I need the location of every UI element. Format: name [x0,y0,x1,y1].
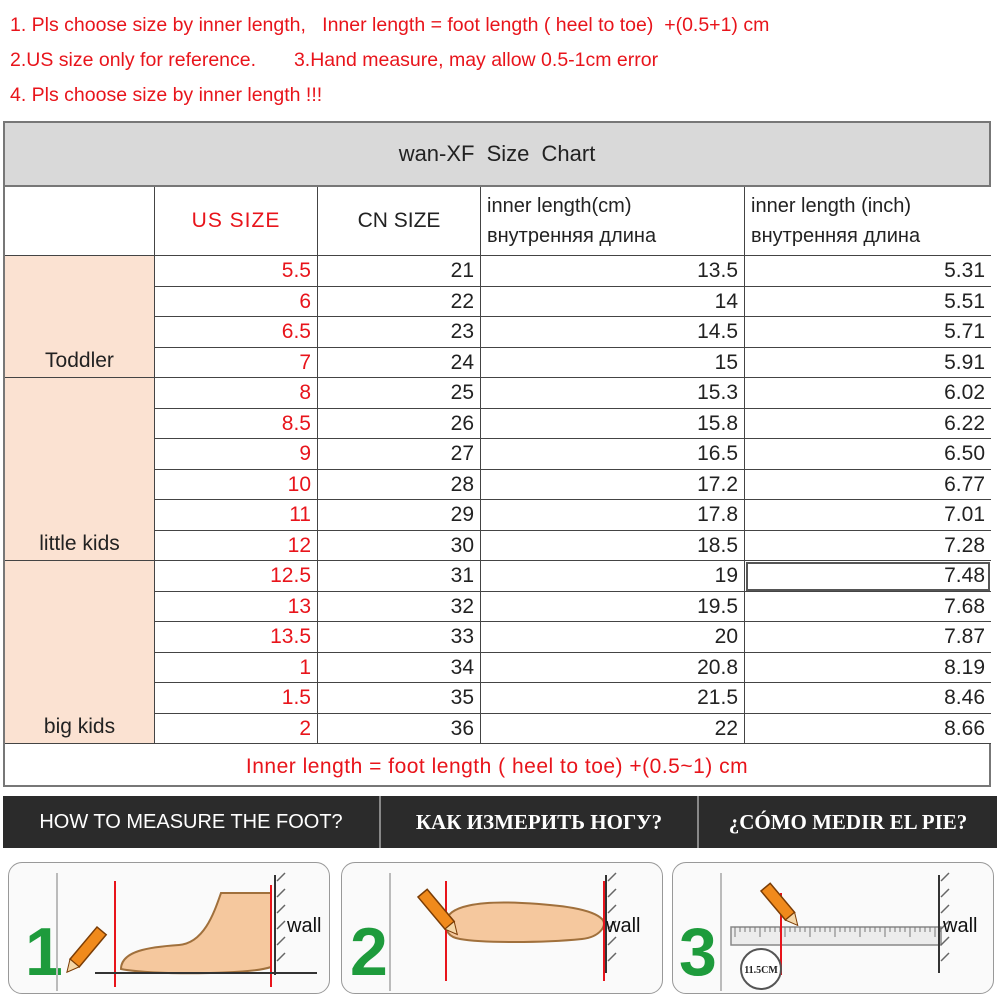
us-size-cell: 1.5 [155,683,318,714]
us-size-cell: 8 [155,378,318,409]
ruler-measure-label: 11.5CM [744,965,778,976]
cn-size-cell: 22 [318,287,481,318]
cn-size-cell: 30 [318,531,481,562]
cn-size-cell: 25 [318,378,481,409]
group-label-cell: big kids [5,561,155,744]
cn-size-cell: 24 [318,348,481,379]
inner-length-cm-cell: 15.8 [481,409,745,440]
inner-length-cm-cell: 18.5 [481,531,745,562]
us-size-cell: 13 [155,592,318,623]
inner-length-inch-cell: 6.50 [745,439,991,470]
inner-length-cm-cell: 19.5 [481,592,745,623]
step-3-wall-label: wall [943,915,978,937]
cn-size-cell: 23 [318,317,481,348]
us-size-cell: 13.5 [155,622,318,653]
inner-length-inch-cell: 7.68 [745,592,991,623]
inch-header-line-1: inner length (inch) [751,195,912,217]
how-to-measure-banner [3,796,997,848]
inner-length-inch-cell: 7.48 [745,561,991,592]
group-label-cell: little kids [5,378,155,561]
measure-step-1-panel [8,862,330,994]
pencil-icon [62,927,106,976]
step-2-wall-label: wall [606,915,641,937]
note-line-2: 2.US size only for reference. 3.Hand measure, may allow 0.5-1cm error [10,49,659,71]
banner-spanish: ¿CÓMO MEDIR EL PIE? [728,809,968,834]
cn-size-header: CN SIZE [318,187,481,256]
inner-length-inch-header [745,187,991,256]
inner-length-inch-cell: 6.77 [745,470,991,501]
inner-length-inch-cell: 5.31 [745,256,991,287]
inner-length-inch-cell: 7.28 [745,531,991,562]
us-size-cell: 5.5 [155,256,318,287]
cn-size-cell: 21 [318,256,481,287]
us-size-cell: 9 [155,439,318,470]
inner-length-cm-cell: 17.8 [481,500,745,531]
cn-size-cell: 33 [318,622,481,653]
inner-length-cm-cell: 22 [481,714,745,745]
size-chart-table [3,121,991,787]
cn-size-cell: 28 [318,470,481,501]
inner-length-inch-cell: 8.19 [745,653,991,684]
us-size-cell: 8.5 [155,409,318,440]
banner-russian: КАК ИЗМЕРИТЬ НОГУ? [381,796,699,848]
size-chart-title: wan-XF Size Chart [5,123,989,187]
us-size-cell: 7 [155,348,318,379]
inner-length-cm-cell: 13.5 [481,256,745,287]
us-size-cell: 11 [155,500,318,531]
inner-length-inch-cell: 8.66 [745,714,991,745]
inner-length-inch-cell: 7.01 [745,500,991,531]
cn-size-cell: 32 [318,592,481,623]
cn-size-cell: 36 [318,714,481,745]
cn-size-cell: 29 [318,500,481,531]
us-size-cell: 1 [155,653,318,684]
us-size-cell: 6.5 [155,317,318,348]
step-3-number: 3 [679,914,717,990]
header-blank-cell [5,187,155,256]
foot-top-shape [446,903,604,942]
inner-length-inch-cell: 5.91 [745,348,991,379]
inner-length-inch-cell: 5.71 [745,317,991,348]
inner-length-cm-cell: 14 [481,287,745,318]
inner-length-cm-cell: 21.5 [481,683,745,714]
note-line-1: 1. Pls choose size by inner length, Inner length = foot length ( heel to toe) +(0.5+1) cm [10,14,770,36]
inner-length-cm-cell: 14.5 [481,317,745,348]
measure-step-3-panel [672,862,994,994]
inner-length-cm-cell: 20 [481,622,745,653]
inner-length-inch-cell: 5.51 [745,287,991,318]
us-size-cell: 6 [155,287,318,318]
inner-length-inch-cell: 7.87 [745,622,991,653]
cn-size-cell: 31 [318,561,481,592]
us-size-cell: 10 [155,470,318,501]
note-line-3: 4. Pls choose size by inner length !!! [10,84,323,106]
us-size-cell: 2 [155,714,318,745]
inner-length-cm-cell: 16.5 [481,439,745,470]
inner-length-cm-cell: 19 [481,561,745,592]
inner-length-inch-cell: 6.02 [745,378,991,409]
us-size-header: US SIZE [155,187,318,256]
inner-length-cm-cell: 17.2 [481,470,745,501]
banner-english: HOW TO MEASURE THE FOOT? [3,796,381,848]
cn-size-cell: 26 [318,409,481,440]
inner-length-inch-cell: 8.46 [745,683,991,714]
step-1-illustration [9,863,330,994]
us-size-cell: 12.5 [155,561,318,592]
inner-length-cm-cell: 15.3 [481,378,745,409]
us-size-cell: 12 [155,531,318,562]
cn-size-cell: 35 [318,683,481,714]
foot-side-shape [121,893,271,973]
step-2-number: 2 [350,914,388,990]
inner-length-cm-cell: 15 [481,348,745,379]
cm-header-line-1: inner length(cm) [487,195,632,217]
inch-header-line-2: внутренняя длина [751,225,921,247]
inner-length-inch-cell: 6.22 [745,409,991,440]
group-label-cell: Toddler [5,256,155,378]
instruction-notes [10,8,990,113]
step-1-number: 1 [25,914,63,990]
cn-size-cell: 27 [318,439,481,470]
measure-step-2-panel [341,862,663,994]
cn-size-cell: 34 [318,653,481,684]
inner-length-cm-header [481,187,745,256]
inner-length-cm-cell: 20.8 [481,653,745,684]
step-1-wall-label: wall [287,915,322,937]
cm-header-line-2: внутренняя длина [487,225,657,247]
size-chart-footnote: Inner length = foot length ( heel to toe) +(0.5~1) cm [245,754,749,778]
